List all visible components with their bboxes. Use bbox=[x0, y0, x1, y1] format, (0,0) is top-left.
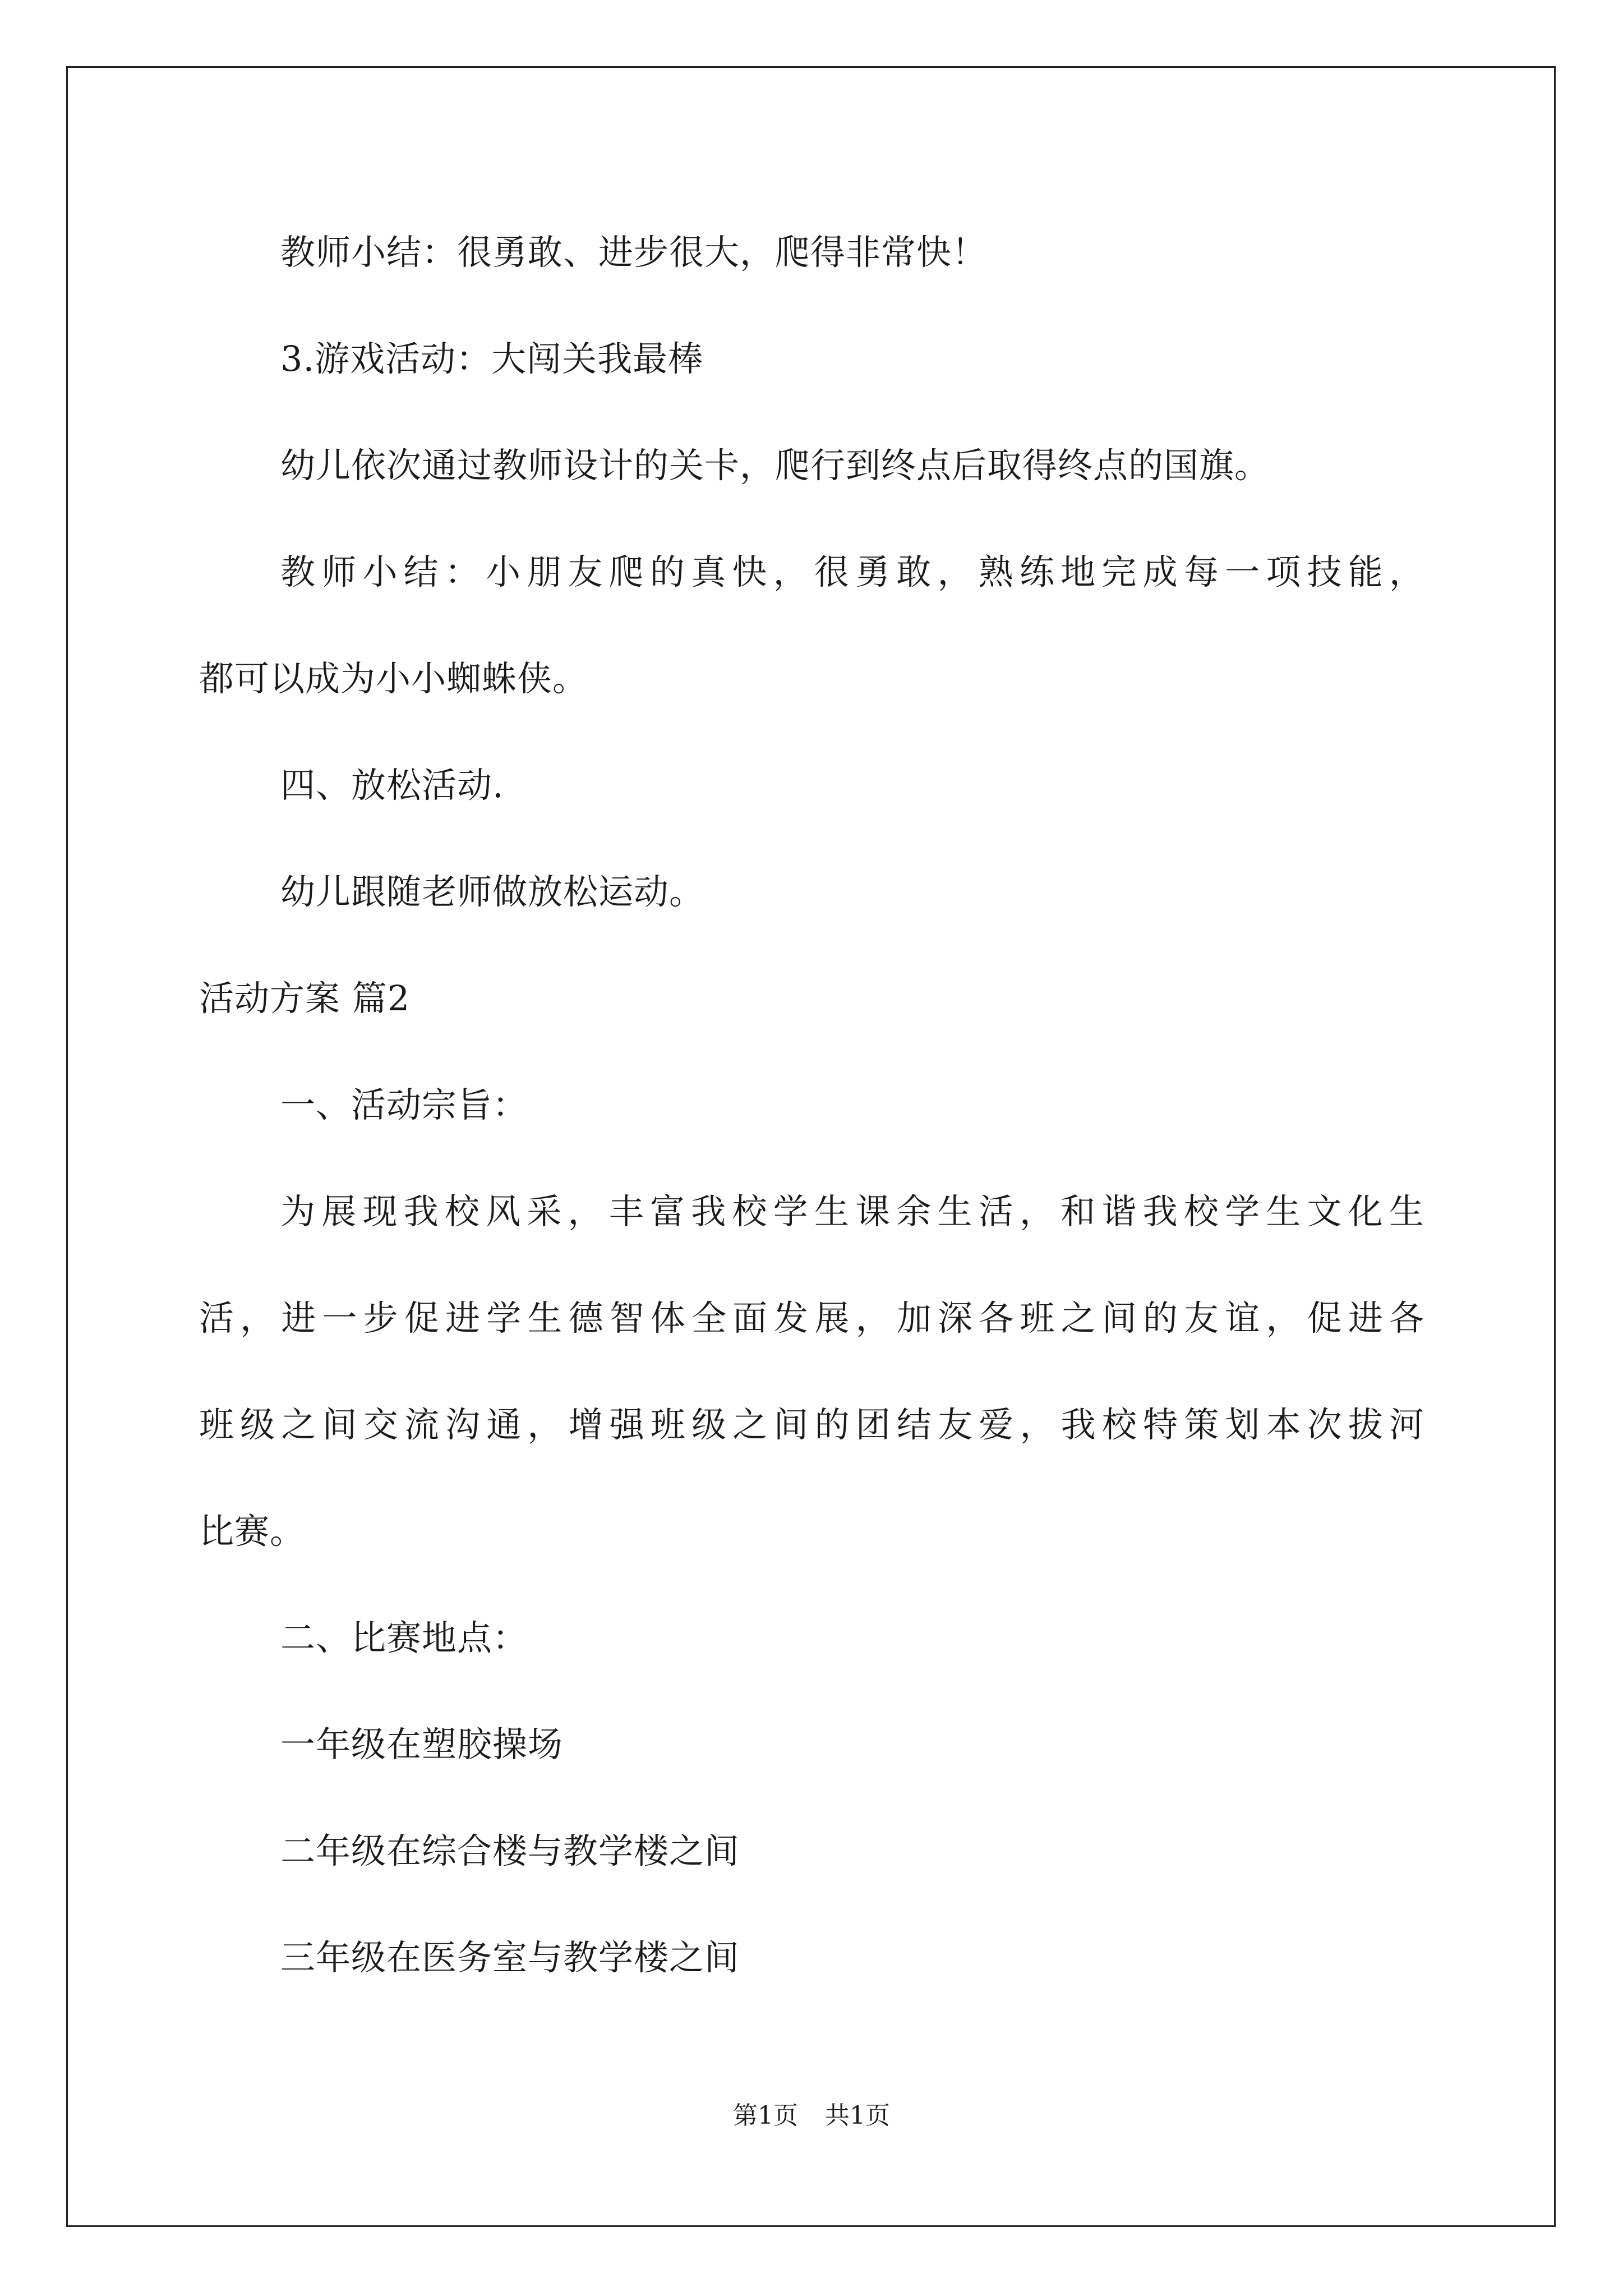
page-number-current: 第1页 bbox=[733, 2101, 798, 2130]
paragraph-purpose-line-2: 活，进一步促进学生德智体全面发展，加深各班之间的友谊，促进各 bbox=[199, 1297, 1424, 1338]
paragraph-relax-exercise: 幼儿跟随老师做放松运动。 bbox=[280, 871, 705, 912]
paragraph-teacher-summary-2: 教师小结：小朋友爬的真快，很勇敢，熟练地完成每一项技能， bbox=[280, 551, 1424, 592]
page-border bbox=[66, 66, 1556, 2227]
page-footer bbox=[0, 2099, 1623, 2133]
heading-venue: 二、比赛地点： bbox=[280, 1617, 528, 1658]
page-number-total: 共1页 bbox=[825, 2101, 890, 2130]
heading-activity-purpose: 一、活动宗旨： bbox=[280, 1084, 528, 1125]
paragraph-teacher-summary-1: 教师小结：很勇敢、进步很大，爬得非常快！ bbox=[280, 232, 988, 273]
paragraph-children-pass-levels: 幼儿依次通过教师设计的关卡，爬行到终点后取得终点的国旗。 bbox=[280, 445, 1270, 486]
paragraph-purpose-line-3: 班级之间交流沟通，增强班级之间的团结友爱，我校特策划本次拔河 bbox=[199, 1404, 1424, 1445]
venue-grade-1: 一年级在塑胶操场 bbox=[280, 1724, 564, 1765]
paragraph-purpose-line-1: 为展现我校风采，丰富我校学生课余生活，和谐我校学生文化生 bbox=[280, 1191, 1424, 1232]
heading-game-activity: 3.游戏活动：大闯关我最棒 bbox=[280, 338, 704, 379]
venue-grade-2: 二年级在综合楼与教学楼之间 bbox=[280, 1830, 740, 1871]
venue-grade-3: 三年级在医务室与教学楼之间 bbox=[280, 1937, 740, 1978]
heading-relax-activity: 四、放松活动. bbox=[280, 765, 504, 806]
paragraph-purpose-line-4: 比赛。 bbox=[199, 1511, 306, 1552]
paragraph-teacher-summary-2-cont: 都可以成为小小蜘蛛侠。 bbox=[199, 658, 588, 699]
section-title-plan-2: 活动方案 篇2 bbox=[199, 978, 411, 1019]
